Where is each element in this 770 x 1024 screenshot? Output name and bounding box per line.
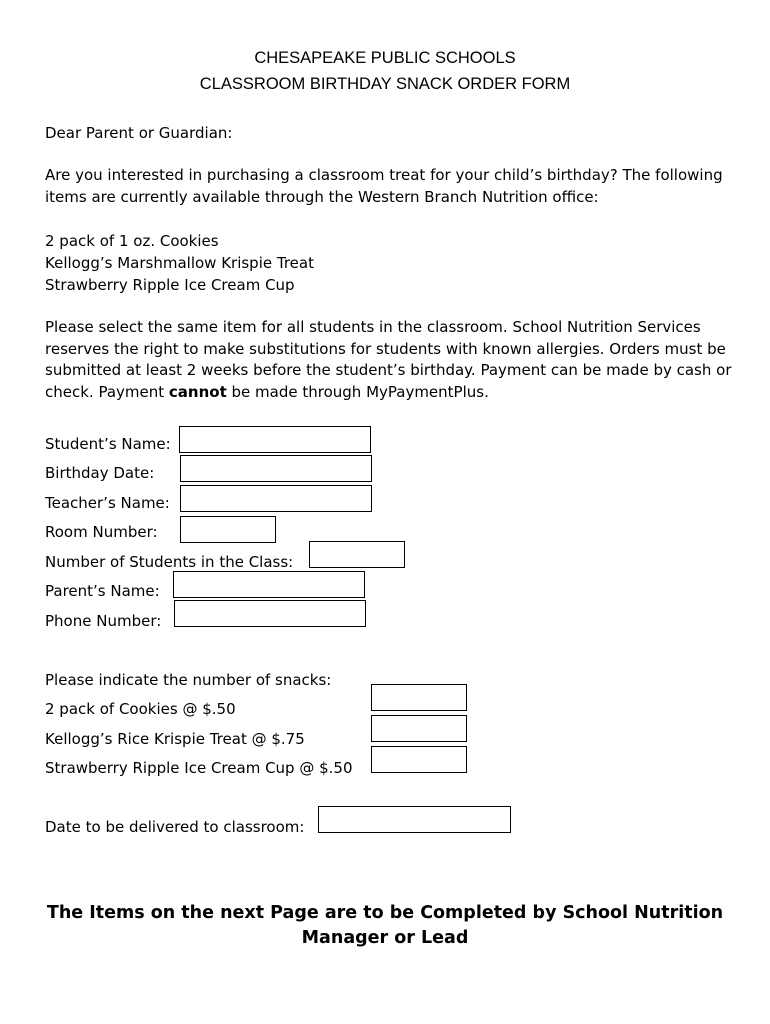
policy-text-before: Please select the same item for all students in the classroom. School Nutrition Services reserves the right to make substitutions for students with known allergies. Orders must be submitted at least 2 weeks before the student’s birthday. Payment can be made by cash or check. Payment bbox=[45, 318, 732, 401]
policy-emphasis: cannot bbox=[168, 382, 227, 401]
delivery-date-input[interactable] bbox=[318, 806, 511, 833]
salutation: Dear Parent or Guardian: bbox=[45, 124, 233, 142]
phone-number-input[interactable] bbox=[174, 600, 366, 627]
footer-note-line1: The Items on the next Page are to be Completed by School Nutrition bbox=[46, 903, 724, 923]
num-students-input[interactable] bbox=[309, 541, 405, 568]
student-name-input[interactable] bbox=[179, 426, 371, 453]
krispie-label: Kellogg’s Rice Krispie Treat @ $.75 bbox=[45, 730, 305, 748]
krispie-quantity-input[interactable] bbox=[371, 715, 467, 742]
delivery-date-label: Date to be delivered to classroom: bbox=[45, 818, 305, 836]
birthday-date-label: Birthday Date: bbox=[45, 464, 155, 482]
policy-text bbox=[45, 317, 735, 403]
parent-name-label: Parent’s Name: bbox=[45, 582, 160, 600]
cookies-label: 2 pack of Cookies @ $.50 bbox=[45, 700, 236, 718]
item-krispie: Kellogg’s Marshmallow Krispie Treat bbox=[45, 254, 314, 272]
birthday-date-input[interactable] bbox=[180, 455, 372, 482]
teacher-name-label: Teacher’s Name: bbox=[45, 494, 170, 512]
room-number-input[interactable] bbox=[180, 516, 276, 543]
form-title-line1: CHESAPEAKE PUBLIC SCHOOLS bbox=[254, 49, 516, 67]
item-icecream: Strawberry Ripple Ice Cream Cup bbox=[45, 276, 295, 294]
intro-question: Are you interested in purchasing a classroom treat for your child’s birthday? The following items are currently available through the Western Branch Nutrition office: bbox=[45, 166, 723, 206]
footer-note-line2: Manager or Lead bbox=[301, 928, 469, 948]
num-students-label: Number of Students in the Class: bbox=[45, 553, 294, 571]
teacher-name-input[interactable] bbox=[180, 485, 372, 512]
snacks-prompt: Please indicate the number of snacks: bbox=[45, 671, 332, 689]
cookies-quantity-input[interactable] bbox=[371, 684, 467, 711]
student-name-label: Student’s Name: bbox=[45, 435, 171, 453]
form-title-line2: CLASSROOM BIRTHDAY SNACK ORDER FORM bbox=[199, 75, 571, 93]
icecream-quantity-input[interactable] bbox=[371, 746, 467, 773]
room-number-label: Room Number: bbox=[45, 523, 158, 541]
phone-number-label: Phone Number: bbox=[45, 612, 162, 630]
policy-text-after: be made through MyPaymentPlus. bbox=[226, 382, 489, 401]
icecream-label: Strawberry Ripple Ice Cream Cup @ $.50 bbox=[45, 759, 353, 777]
parent-name-input[interactable] bbox=[173, 571, 365, 598]
item-cookies: 2 pack of 1 oz. Cookies bbox=[45, 232, 219, 250]
